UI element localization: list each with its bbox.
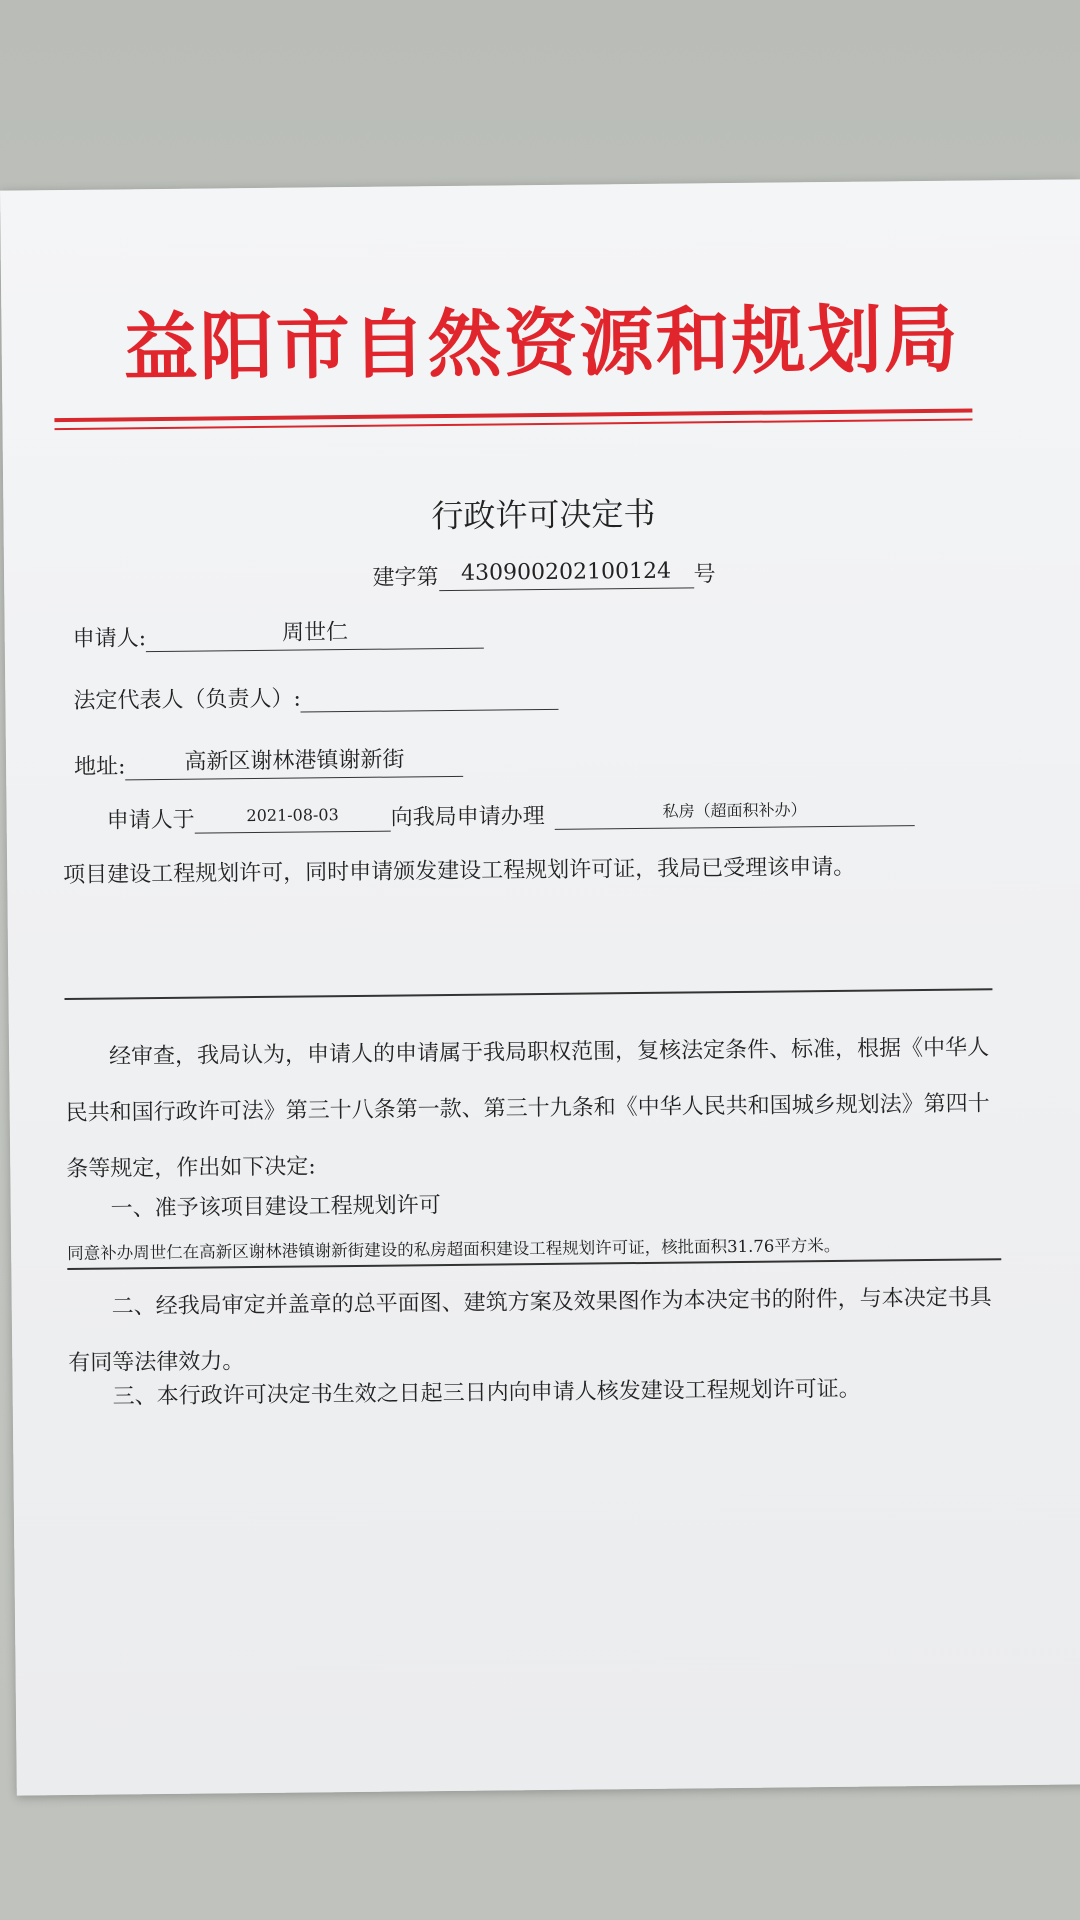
document-title: 行政许可决定书 (431, 494, 656, 536)
doc-number-value: 430900202100124 (438, 555, 693, 591)
address-value: 高新区谢林港镇谢新街 (125, 744, 463, 781)
address-label: 地址: (73, 754, 126, 780)
doc-number-prefix: 建字第 (372, 565, 439, 591)
agency-name: 益阳市自然资源和规划局 (123, 296, 961, 392)
applicant-label: 申请人: (72, 626, 147, 652)
application-line2: 项目建设工程规划许可，同时申请颁发建设工程规划许可证，我局已受理该申请。 (63, 854, 856, 889)
decision-item-1-detail: 同意补办周世仁在高新区谢林港镇谢新街建设的私房超面积建设工程规划许可证，核批面积31.76平方米。 (67, 1235, 841, 1264)
application-project: 私房（超面积补办） (554, 793, 914, 830)
application-row (106, 793, 914, 834)
application-part2: 向我局申请办理 (390, 803, 545, 831)
decision-item-1: 一、准予该项目建设工程规划许可 (110, 1193, 441, 1222)
legal-rep-label: 法定代表人（负责人）: (73, 686, 301, 714)
address-row (74, 744, 464, 781)
legal-rep-value (301, 709, 559, 713)
review-paragraph: 经审查，我局认为，申请人的申请属于我局职权范围，复核法定条件、标准，根据《中华人民共和国行政许可法》第三十八条第一款、第三十九条和《中华人民共和国城乡规划法》第四十条等规定，作出如下决定: (65, 1035, 990, 1183)
decision-item-3: 三、本行政许可决定书生效之日起三日内向申请人核发建设工程规划许可证。 (112, 1376, 861, 1410)
document-sheet (0, 179, 1080, 1795)
application-date: 2021-08-03 (194, 799, 390, 834)
doc-number-row (4, 551, 1080, 595)
applicant-value: 周世仁 (146, 616, 484, 653)
blank-rule (64, 988, 992, 999)
application-part1: 申请人于 (106, 807, 195, 834)
doc-number-suffix: 号 (693, 562, 716, 588)
legal-rep-row (73, 679, 559, 715)
applicant-row (73, 616, 485, 653)
decision-item-2: 二、经我局审定并盖章的总平面图、建筑方案及效果图作为本决定书的附件，与本决定书具有同等法律效力。 (68, 1285, 992, 1377)
